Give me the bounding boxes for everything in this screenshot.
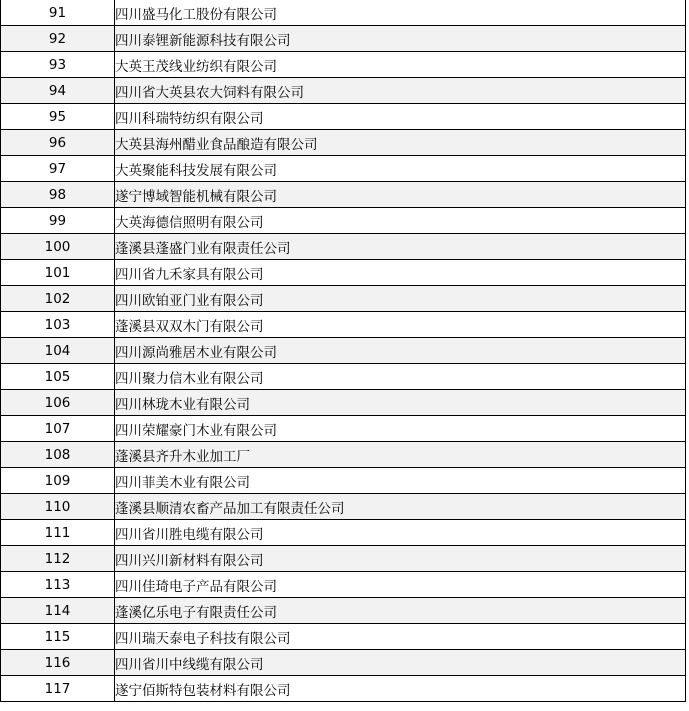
table-row bbox=[1, 624, 686, 650]
table-row bbox=[1, 598, 686, 624]
table-row bbox=[1, 494, 686, 520]
table-row bbox=[1, 260, 686, 286]
row-number-cell: 94 bbox=[1, 78, 115, 104]
table-row bbox=[1, 130, 686, 156]
row-number-cell: 104 bbox=[1, 338, 115, 364]
table-row bbox=[1, 78, 686, 104]
company-name-cell: 四川省川胜电缆有限公司 bbox=[115, 520, 686, 546]
table-row bbox=[1, 312, 686, 338]
company-name-cell: 蓬溪亿乐电子有限责任公司 bbox=[115, 598, 686, 624]
company-name-cell: 蓬溪县蓬盛门业有限责任公司 bbox=[115, 234, 686, 260]
table-row bbox=[1, 520, 686, 546]
company-name-cell: 四川佳琦电子产品有限公司 bbox=[115, 572, 686, 598]
company-name-cell: 遂宁博域智能机械有限公司 bbox=[115, 182, 686, 208]
row-number-cell: 108 bbox=[1, 442, 115, 468]
row-number-cell: 106 bbox=[1, 390, 115, 416]
table-row bbox=[1, 338, 686, 364]
row-number-cell: 109 bbox=[1, 468, 115, 494]
row-number-cell: 98 bbox=[1, 182, 115, 208]
table-row bbox=[1, 390, 686, 416]
table-row bbox=[1, 676, 686, 702]
table-row bbox=[1, 208, 686, 234]
company-name-cell: 四川欧铂亚门业有限公司 bbox=[115, 286, 686, 312]
table-row bbox=[1, 286, 686, 312]
row-number-cell: 95 bbox=[1, 104, 115, 130]
company-name-cell: 四川省九禾家具有限公司 bbox=[115, 260, 686, 286]
company-name-cell: 遂宁佰斯特包装材料有限公司 bbox=[115, 676, 686, 702]
table-row bbox=[1, 0, 686, 26]
table-row bbox=[1, 416, 686, 442]
row-number-cell: 101 bbox=[1, 260, 115, 286]
table-row bbox=[1, 442, 686, 468]
table-row bbox=[1, 650, 686, 676]
row-number-cell: 110 bbox=[1, 494, 115, 520]
company-name-cell: 大英王茂线业纺织有限公司 bbox=[115, 52, 686, 78]
row-number-cell: 102 bbox=[1, 286, 115, 312]
company-name-cell: 四川聚力信木业有限公司 bbox=[115, 364, 686, 390]
table-row bbox=[1, 156, 686, 182]
company-name-cell: 四川源尚雅居木业有限公司 bbox=[115, 338, 686, 364]
row-number-cell: 91 bbox=[1, 0, 115, 26]
company-name-cell: 大英县海州醋业食品酿造有限公司 bbox=[115, 130, 686, 156]
table-row bbox=[1, 104, 686, 130]
row-number-cell: 99 bbox=[1, 208, 115, 234]
table-row bbox=[1, 364, 686, 390]
row-number-cell: 93 bbox=[1, 52, 115, 78]
row-number-cell: 107 bbox=[1, 416, 115, 442]
row-number-cell: 114 bbox=[1, 598, 115, 624]
company-name-cell: 四川省大英县农大饲料有限公司 bbox=[115, 78, 686, 104]
company-name-cell: 四川科瑞特纺织有限公司 bbox=[115, 104, 686, 130]
company-name-cell: 蓬溪县顺清农畜产品加工有限责任公司 bbox=[115, 494, 686, 520]
row-number-cell: 115 bbox=[1, 624, 115, 650]
row-number-cell: 105 bbox=[1, 364, 115, 390]
row-number-cell: 97 bbox=[1, 156, 115, 182]
row-number-cell: 92 bbox=[1, 26, 115, 52]
row-number-cell: 112 bbox=[1, 546, 115, 572]
company-name-cell: 四川瑞天泰电子科技有限公司 bbox=[115, 624, 686, 650]
company-name-cell: 蓬溪县齐升木业加工厂 bbox=[115, 442, 686, 468]
company-name-cell: 大英聚能科技发展有限公司 bbox=[115, 156, 686, 182]
table-row bbox=[1, 572, 686, 598]
table-row bbox=[1, 234, 686, 260]
company-name-cell: 四川泰锂新能源科技有限公司 bbox=[115, 26, 686, 52]
company-name-cell: 四川省川中线缆有限公司 bbox=[115, 650, 686, 676]
company-table-body bbox=[1, 0, 686, 702]
company-name-cell: 四川林珑木业有限公司 bbox=[115, 390, 686, 416]
company-name-cell: 四川菲美木业有限公司 bbox=[115, 468, 686, 494]
table-row bbox=[1, 182, 686, 208]
row-number-cell: 103 bbox=[1, 312, 115, 338]
row-number-cell: 111 bbox=[1, 520, 115, 546]
company-name-cell: 四川荣耀豪门木业有限公司 bbox=[115, 416, 686, 442]
table-row bbox=[1, 546, 686, 572]
table-row bbox=[1, 52, 686, 78]
company-name-cell: 蓬溪县双双木门有限公司 bbox=[115, 312, 686, 338]
company-name-cell: 四川盛马化工股份有限公司 bbox=[115, 0, 686, 26]
row-number-cell: 117 bbox=[1, 676, 115, 702]
row-number-cell: 100 bbox=[1, 234, 115, 260]
row-number-cell: 116 bbox=[1, 650, 115, 676]
table-row bbox=[1, 468, 686, 494]
company-name-cell: 四川兴川新材料有限公司 bbox=[115, 546, 686, 572]
row-number-cell: 113 bbox=[1, 572, 115, 598]
company-name-cell: 大英海德信照明有限公司 bbox=[115, 208, 686, 234]
table-row bbox=[1, 26, 686, 52]
row-number-cell: 96 bbox=[1, 130, 115, 156]
